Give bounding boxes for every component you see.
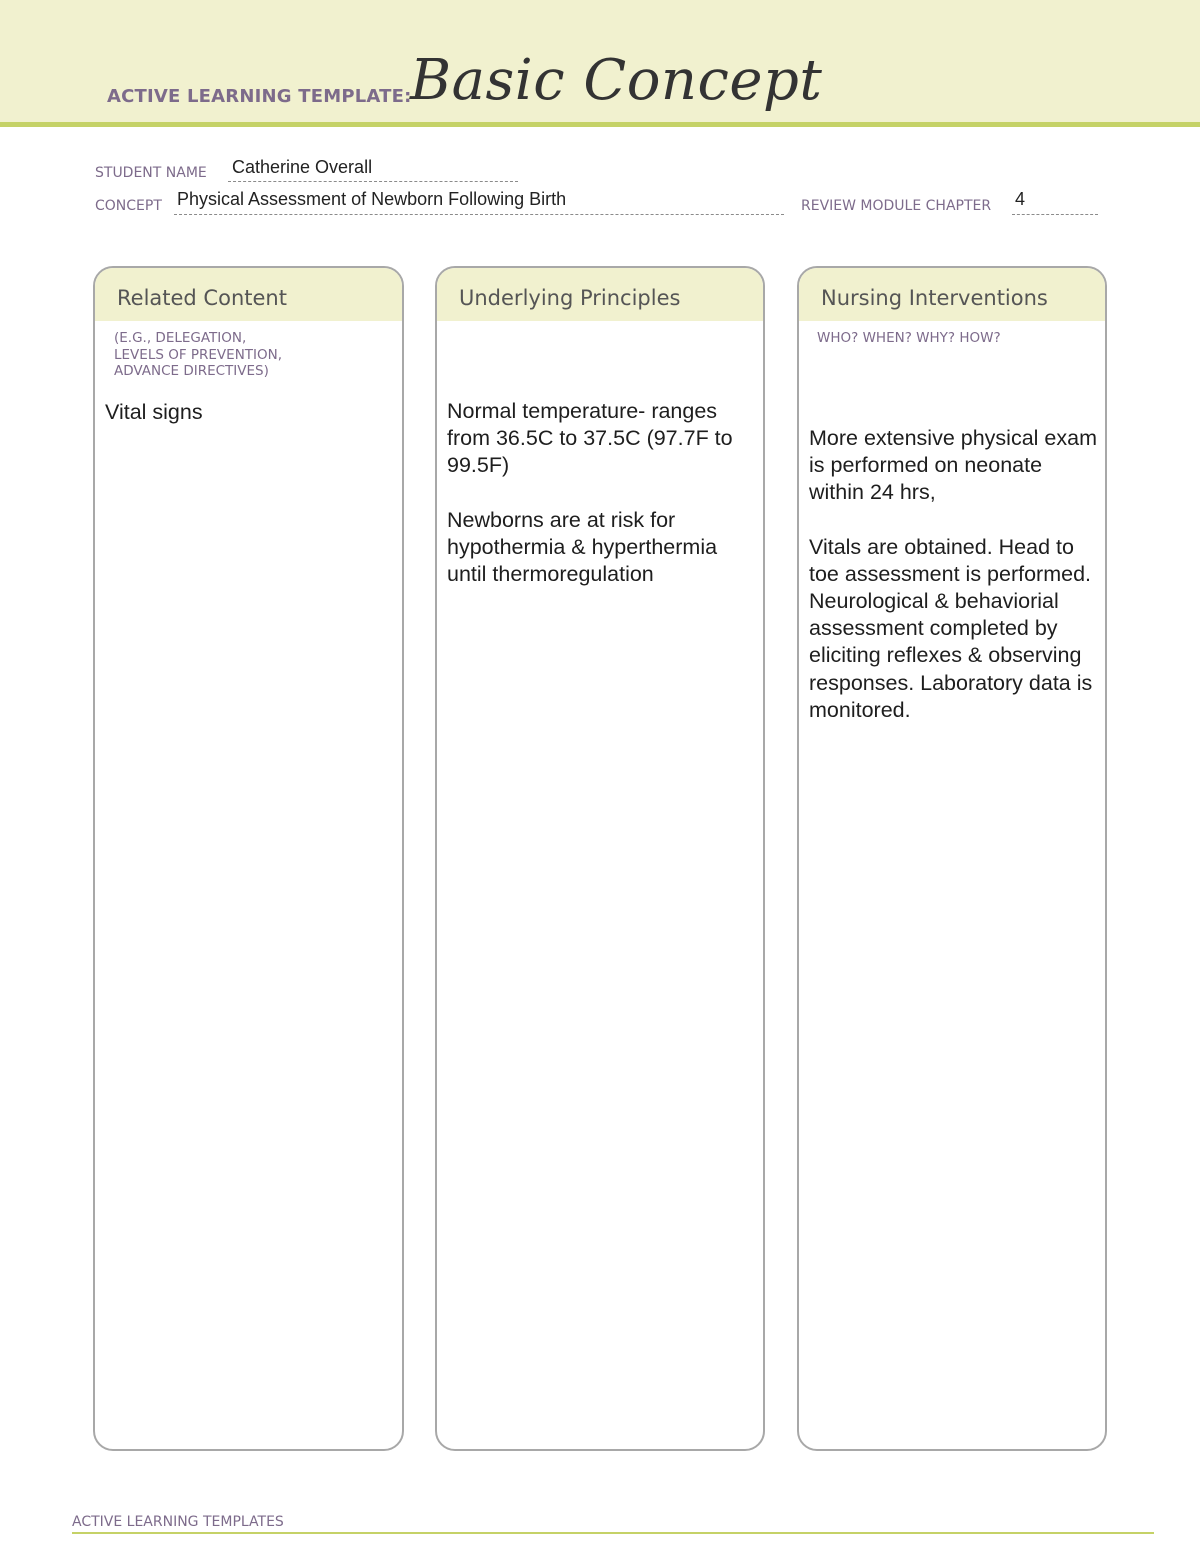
template-title: Basic Concept (410, 48, 823, 113)
principles-paragraph: Normal temperature- ranges from 36.5C to 37.5C (97.7F to 99.5F) (447, 399, 733, 478)
nursing-interventions-card (797, 266, 1107, 1451)
underlying-principles-header (437, 268, 763, 321)
footer-label: ACTIVE LEARNING TEMPLATES (72, 1514, 284, 1530)
related-content-card (93, 266, 404, 1451)
subtitle-line: ADVANCE DIRECTIVES) (114, 363, 269, 379)
review-module-label: REVIEW MODULE CHAPTER (801, 198, 992, 214)
nursing-interventions-header (799, 268, 1105, 321)
nursing-interventions-subtitle: WHO? WHEN? WHY? HOW? (817, 330, 1001, 346)
related-content-body[interactable] (105, 399, 390, 426)
underlying-principles-title: Underlying Principles (459, 286, 681, 310)
template-label: ACTIVE LEARNING TEMPLATE: (107, 86, 412, 107)
underlying-principles-card (435, 266, 765, 1451)
review-module-line (1012, 214, 1098, 215)
student-name-label: STUDENT NAME (95, 165, 207, 181)
header-rule (0, 122, 1200, 127)
related-content-paragraph: Vital signs (105, 400, 203, 424)
subtitle-line: LEVELS OF PREVENTION, (114, 346, 283, 363)
related-content-title: Related Content (117, 286, 287, 310)
footer-rule (72, 1532, 1154, 1534)
interventions-paragraph: More extensive physical exam is performed on neonate within 24 hrs, (809, 426, 1097, 505)
nursing-interventions-body[interactable] (809, 425, 1101, 724)
underlying-principles-body[interactable] (447, 398, 752, 588)
nursing-interventions-title: Nursing Interventions (821, 286, 1048, 310)
student-name-field[interactable]: Catherine Overall (232, 157, 373, 177)
interventions-paragraph: Vitals are obtained. Head to toe assessment is performed. Neurological & behaviorial assessment completed by eliciting reflexes & observing responses. Laboratory data is monitored. (809, 534, 1093, 722)
review-module-field[interactable]: 4 (1015, 189, 1026, 209)
student-name-line (228, 181, 518, 182)
related-content-header (95, 268, 402, 321)
concept-line (174, 214, 784, 215)
concept-field[interactable]: Physical Assessment of Newborn Following Birth (177, 189, 567, 209)
subtitle-line: (E.G., DELEGATION, (114, 330, 247, 346)
related-content-subtitle (114, 330, 282, 380)
principles-paragraph: Newborns are at risk for hypothermia & hyperthermia until thermoregulation (447, 507, 718, 587)
concept-label: CONCEPT (95, 198, 162, 214)
